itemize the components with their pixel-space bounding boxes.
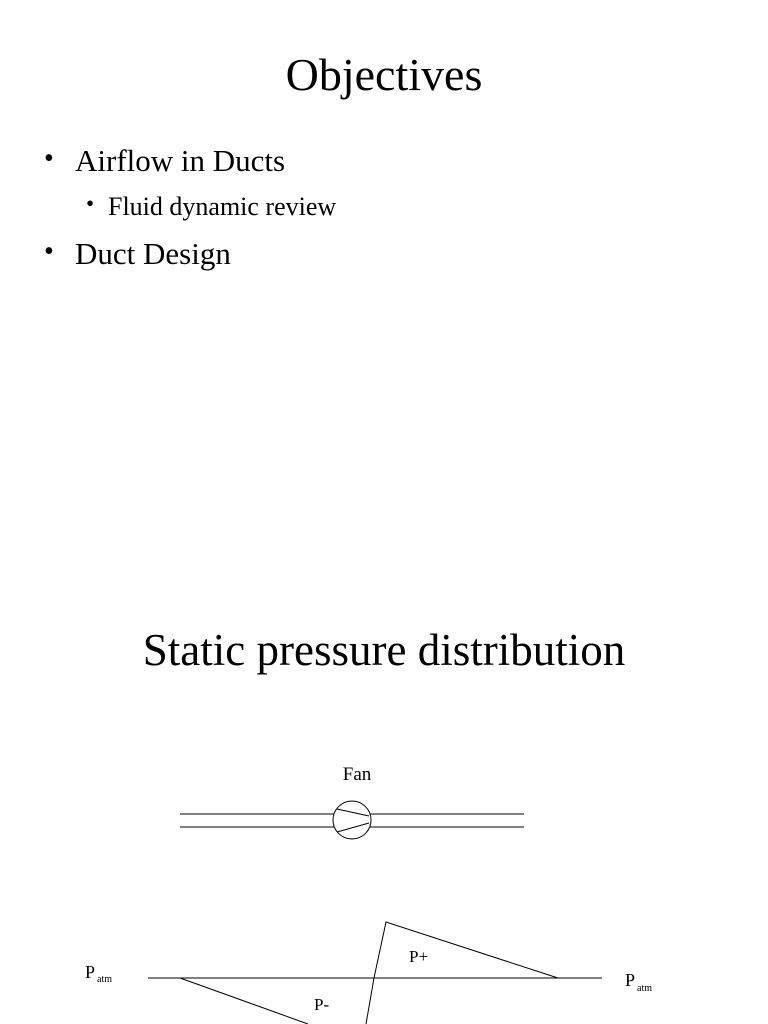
bullet-dot: • (44, 236, 54, 267)
negative-pressure-slope (180, 978, 308, 1024)
bullet-dot: • (44, 143, 54, 174)
fan-icon (333, 801, 371, 839)
slide-title-static-pressure: Static pressure distribution (142, 625, 626, 675)
p-atm-left-label (85, 962, 112, 985)
fan-label: Fan (342, 764, 372, 785)
p-atm-left-base: P (85, 962, 96, 982)
p-atm-right-subscript: atm (637, 983, 652, 994)
p-positive-label: P+ (409, 947, 429, 966)
bullet-text: Duct Design (75, 236, 231, 271)
slide-static-pressure-distribution (0, 520, 768, 1024)
bullet-text: Airflow in Ducts (75, 143, 286, 178)
fan-pressure-jump (366, 978, 374, 1024)
p-negative-label: P- (314, 995, 330, 1014)
p-atm-right-label (625, 970, 652, 994)
bullet-text: Fluid dynamic review (108, 192, 337, 221)
slide-title-objectives: Objectives (285, 49, 483, 100)
positive-pressure-region (374, 922, 558, 978)
p-atm-right-base: P (625, 970, 636, 990)
p-atm-left-subscript: atm (97, 974, 112, 985)
bullet-dot: • (86, 191, 95, 216)
static-pressure-diagram (0, 520, 768, 1024)
